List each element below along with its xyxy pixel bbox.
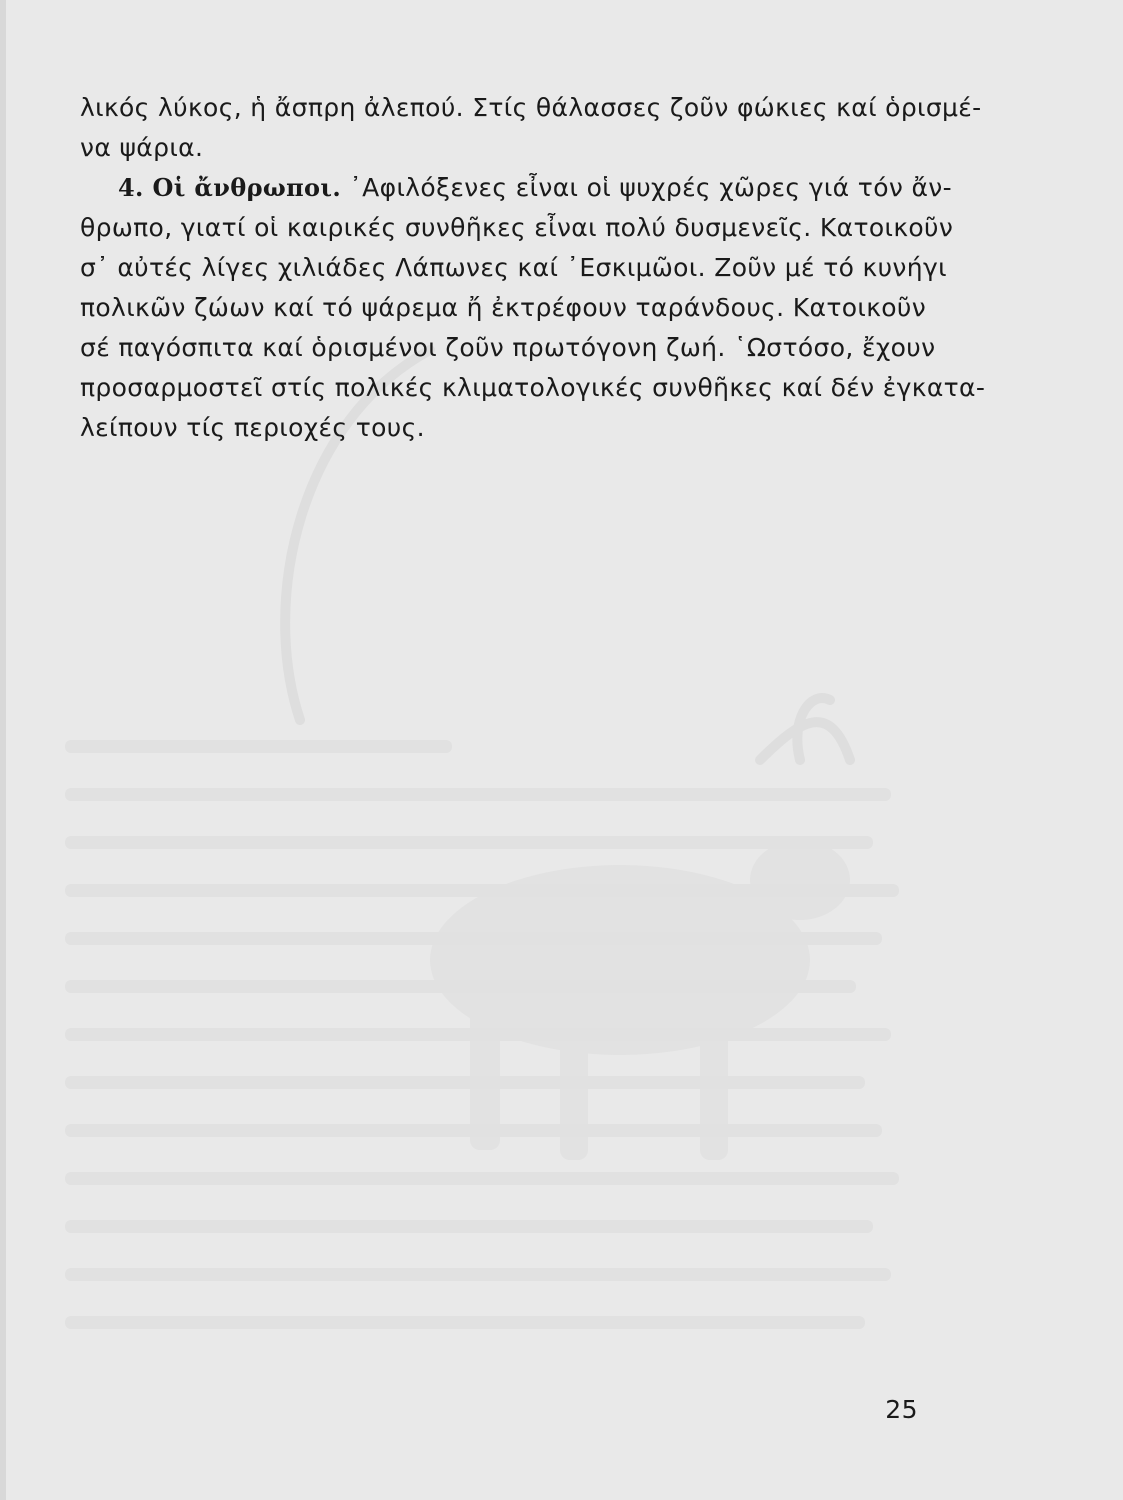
text-line: σ᾿ αὐτές λίγες χιλιάδες Λάπωνες καί ᾿Εσκιμῶοι. Ζοῦν μέ τό κυνήγι bbox=[80, 253, 947, 282]
text-line: λείπουν τίς περιοχές τους. bbox=[80, 413, 425, 442]
text-line: σέ παγόσπιτα καί ὁρισμένοι ζοῦν πρωτόγονη ζωή. ῾Ωστόσο, ἔχουν bbox=[80, 333, 936, 362]
section-first-line bbox=[80, 168, 952, 208]
body-text bbox=[80, 88, 986, 448]
section-first-line-text: ᾿Αφιλόξενες εἶναι οἱ ψυχρές χῶρες γιά τόν ἄν- bbox=[349, 173, 952, 202]
text-line: λικός λύκος, ἡ ἄσπρη ἀλεπού. Στίς θάλασσες ζοῦν φώκιες καί ὁρισμέ- bbox=[80, 93, 982, 122]
text-line: προσαρμοστεῖ στίς πολικές κλιματολογικές συνθῆκες καί δέν ἐγκατα- bbox=[80, 373, 986, 402]
text-line: πολικῶν ζώων καί τό ψάρεμα ἤ ἐκτρέφουν ταράνδους. Κατοικοῦν bbox=[80, 293, 927, 322]
text-line: να ψάρια. bbox=[80, 133, 204, 162]
section-heading: 4. Οἱ ἄνθρωποι. bbox=[118, 173, 342, 202]
page-number: 25 bbox=[885, 1395, 918, 1424]
text-line: θρωπο, γιατί οἱ καιρικές συνθῆκες εἶναι πολύ δυσμενεῖς. Κατοικοῦν bbox=[80, 213, 954, 242]
